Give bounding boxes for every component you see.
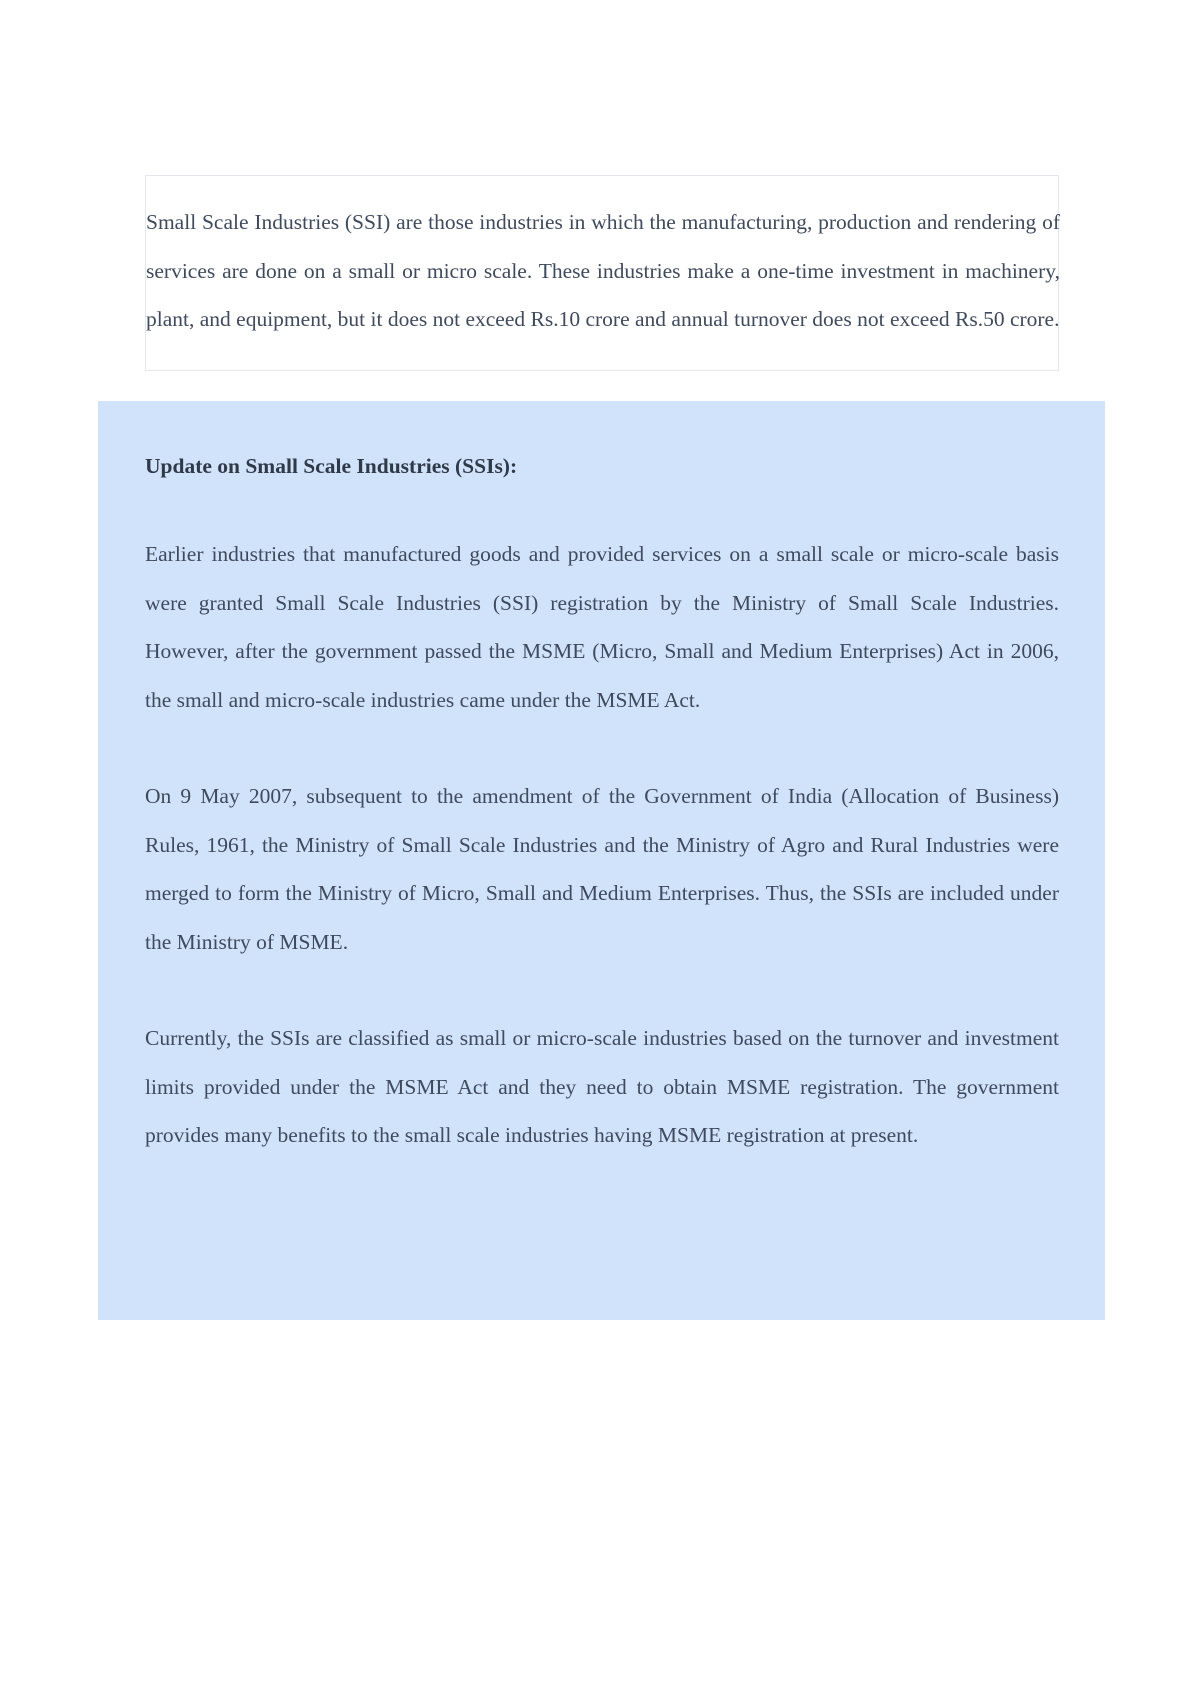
update-paragraph-history: Earlier industries that manufactured goods and provided services on a small scale or micro-scale basis were granted Small Scale Industries (SSI) registration by the Ministry of Small Scale Industries. However, after the government passed the MSME (Micro, Small and Medium Enterprises) Act in 2006, the small and micro-scale industries came under the MSME Act. bbox=[145, 542, 1059, 712]
intro-paragraph: Small Scale Industries (SSI) are those industries in which the manufacturing, production and rendering of services are done on a small or micro scale. These industries make a one-time investment in machinery, plant, and equipment, but it does not exceed Rs.10 crore and annual turnover does not exceed Rs.50 crore. bbox=[146, 210, 1060, 331]
update-paragraph-current: Currently, the SSIs are classified as small or micro-scale industries based on the turnover and investment limits provided under the MSME Act and they need to obtain MSME registration. The government provides many benefits to the small scale industries having MSME registration at present. bbox=[145, 1026, 1059, 1147]
update-panel bbox=[98, 401, 1105, 1320]
update-heading: Update on Small Scale Industries (SSIs): bbox=[145, 454, 518, 478]
intro-box bbox=[145, 175, 1059, 371]
update-panel-content bbox=[145, 449, 1059, 1160]
update-paragraph-merger: On 9 May 2007, subsequent to the amendment of the Government of India (Allocation of Business) Rules, 1961, the Ministry of Small Scale Industries and the Ministry of Agro and Rural Industries were merged to form the Ministry of Micro, Small and Medium Enterprises. Thus, the SSIs are included under the Ministry of MSME. bbox=[145, 784, 1059, 954]
